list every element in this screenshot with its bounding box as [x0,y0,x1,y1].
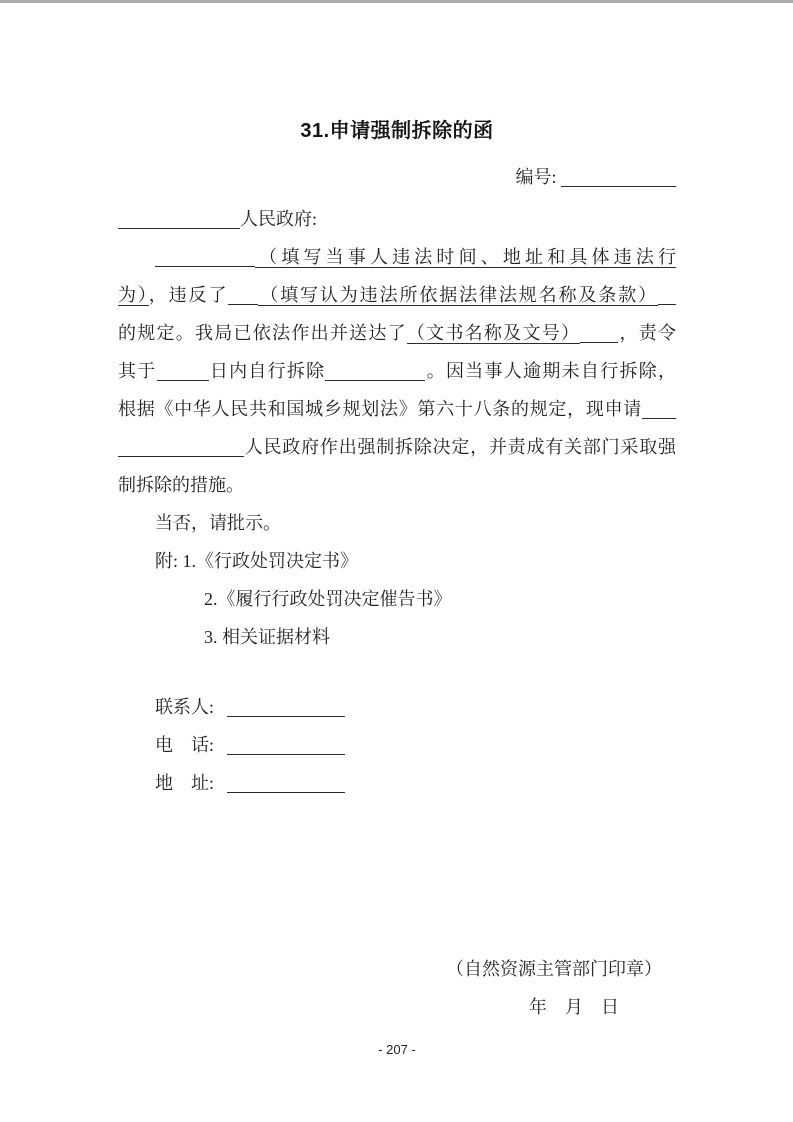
body-line-4 [118,352,676,390]
body-line-5 [118,390,676,428]
page-top-edge [0,0,793,3]
body-line-2 [118,276,676,314]
contact-person-blank [227,698,345,717]
contact-person-line [118,688,676,726]
page-number [118,1042,676,1058]
greeting-suffix: 人民政府: [240,209,318,229]
document-title: 31.申请强制拆除的函 [300,120,494,142]
body-line-1 [118,238,676,276]
attachment-line-2 [118,580,676,618]
apply-government-blank-start [642,400,676,419]
attachment-line-1 [118,542,676,580]
number-blank [561,168,676,187]
attachment-item-1: 1.《行政处罚决定书》 [182,551,359,571]
body-line-6 [118,428,676,466]
violation-hint-tail: 为） [118,285,149,305]
self-demolish-text: 日内自行拆除 [208,361,326,381]
violated-text: ，违反了 [148,285,229,305]
request-decision-text: 人民政府作出强制拆除决定，并责成有关部门采取强 [244,437,676,457]
body-line-7 [118,466,676,504]
within-text: 其于 [118,361,157,381]
date-line [118,988,676,1026]
violation-hint-text: （填写当事人违法时间、地址和具体违法行 [255,247,676,267]
attachment-line-3 [118,618,676,656]
attachments-label: 附: [155,551,179,571]
law-hint-text: （填写认为违法所依据法律法规名称及条款） [258,285,659,305]
violation-description-blank [155,248,255,267]
attachment-item-3: 3. 相关证据材料 [204,627,330,647]
order-text: ，责令 [618,323,677,343]
demolish-object-blank [325,362,425,381]
signature-block [118,950,676,1026]
contact-block [118,688,676,802]
page-number-text: - 207 - [378,1042,416,1057]
seal-note-text: （自然资源主管部门印章） [446,959,662,979]
attachment-item-2: 2.《履行行政处罚决定催告书》 [204,589,452,609]
date-text: 年 月 日 [529,997,619,1017]
overdue-text: 。因当事人逾期未自行拆除， [425,361,677,381]
law-name-blank [228,286,258,305]
greeting-line [118,200,676,238]
body-line-3 [118,314,676,352]
contact-person-label: 联系人: [155,697,215,717]
legal-basis-text: 根据《中华人民共和国城乡规划法》第六十八条的规定，现申请 [118,399,642,419]
contact-address-line [118,764,676,802]
contact-phone-blank [227,736,345,755]
law-name-trailing-blank [658,286,676,305]
seal-note-line [118,950,676,988]
days-blank [157,362,209,381]
contact-address-label: 地 址: [155,773,215,793]
apply-government-blank-end [118,438,244,457]
measures-text: 制拆除的措施。 [118,475,244,495]
approval-request-line [118,504,676,542]
addressee-government-blank [118,210,240,229]
contact-address-blank [227,774,345,793]
document-number-line [118,158,676,196]
contact-phone-label: 电 话: [155,735,215,755]
approval-request-text: 当否，请批示。 [155,513,281,533]
contact-phone-line [118,726,676,764]
provision-text: 的规定。我局已依法作出并送达了 [118,323,407,343]
number-label: 编号: [515,167,557,187]
document-name-hint: （文书名称及文号） [406,323,581,343]
document-name-trailing-blank [580,324,618,343]
